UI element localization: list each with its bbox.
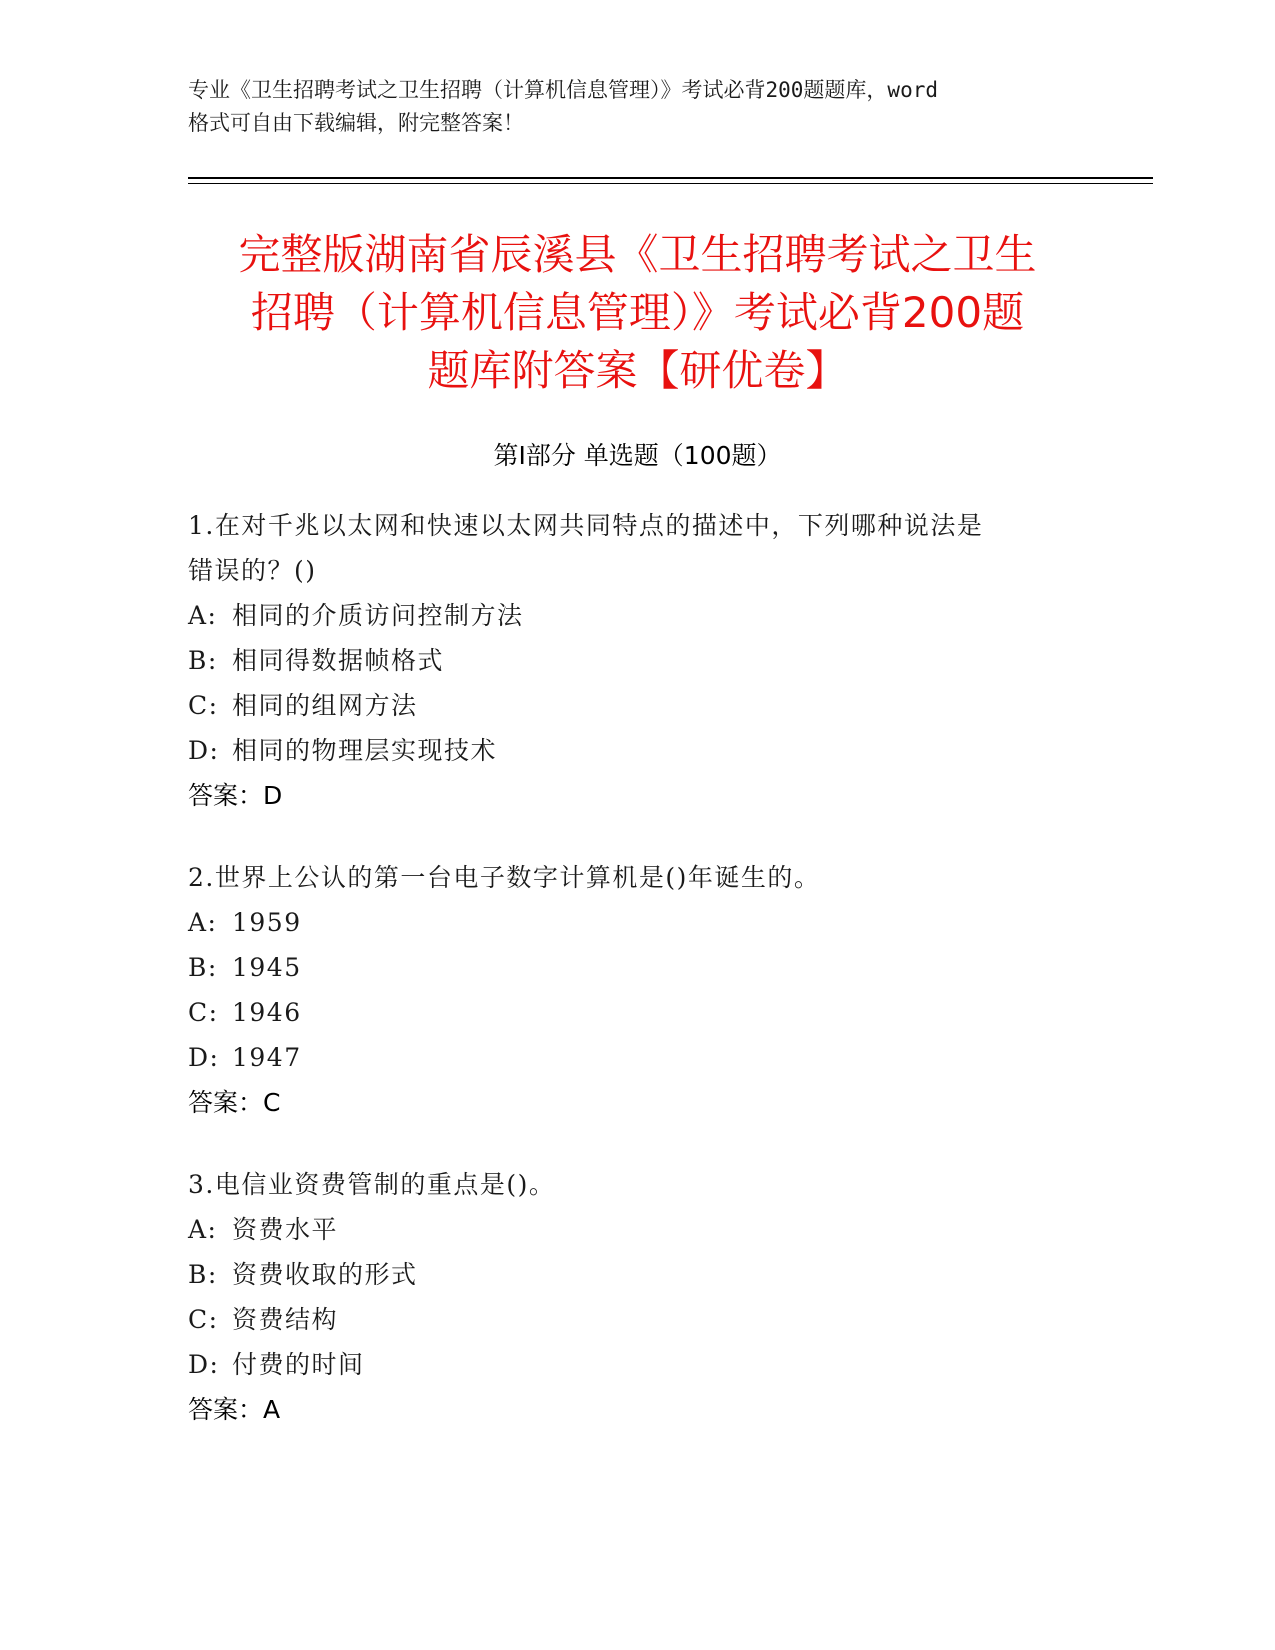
document-title (150, 226, 1125, 400)
answer: 答案：A (188, 1395, 281, 1424)
option-d (188, 1342, 1088, 1387)
option-label: D: (188, 736, 220, 765)
option-label: B: (188, 1260, 218, 1289)
question-1 (188, 503, 1088, 818)
document-title-line-3: 题库附答案【研优卷】 (427, 346, 848, 395)
question-stem: 2.世界上公认的第一台电子数字计算机是()年诞生的。 (188, 863, 821, 892)
option-label: C: (188, 998, 219, 1027)
option-b (188, 1252, 1088, 1297)
option-a (188, 593, 1088, 638)
option-label: A: (188, 1215, 218, 1244)
option-text: 相同的组网方法 (232, 691, 418, 720)
option-text: 相同的介质访问控制方法 (232, 601, 524, 630)
option-d (188, 1035, 1088, 1080)
question-3 (188, 1162, 1088, 1432)
option-text: 付费的时间 (232, 1350, 365, 1379)
option-text: 相同的物理层实现技术 (232, 736, 498, 765)
option-c (188, 990, 1088, 1035)
option-label: D: (188, 1043, 220, 1072)
header-note-line-1: 专业《卫生招聘考试之卫生招聘（计算机信息管理）》考试必背200题题库，word (188, 78, 938, 102)
question-stem-continued: 错误的？() (188, 556, 317, 585)
answer: 答案：C (188, 1088, 281, 1117)
option-label: B: (188, 646, 218, 675)
option-b (188, 945, 1088, 990)
option-label: B: (188, 953, 218, 982)
option-label: A: (188, 908, 218, 937)
option-text: 资费结构 (232, 1305, 339, 1334)
option-text: 1947 (232, 1043, 302, 1072)
option-text: 1946 (232, 998, 302, 1027)
option-text: 资费水平 (232, 1215, 339, 1244)
option-c (188, 1297, 1088, 1342)
document-title-line-1: 完整版湖南省辰溪县《卫生招聘考试之卫生 (238, 230, 1037, 279)
option-label: C: (188, 691, 219, 720)
option-text: 1959 (232, 908, 302, 937)
header-note-line-2: 格式可自由下载编辑，附完整答案！ (188, 111, 524, 135)
document-title-line-2: 招聘（计算机信息管理）》考试必背200题 (250, 288, 1025, 337)
option-label: D: (188, 1350, 220, 1379)
question-stem: 1.在对千兆以太网和快速以太网共同特点的描述中，下列哪种说法是 (188, 511, 984, 540)
option-label: A: (188, 601, 218, 630)
header-divider-thin (188, 183, 1153, 184)
section-heading: 第Ⅰ部分 单选题（100题） (493, 441, 782, 470)
option-a (188, 900, 1088, 945)
header-note (188, 74, 1088, 140)
option-text: 相同得数据帧格式 (232, 646, 445, 675)
question-stem: 3.电信业资费管制的重点是()。 (188, 1170, 556, 1199)
option-a (188, 1207, 1088, 1252)
question-2 (188, 855, 1088, 1125)
option-text: 资费收取的形式 (232, 1260, 418, 1289)
option-b (188, 638, 1088, 683)
option-text: 1945 (232, 953, 302, 982)
header-divider-thick (188, 177, 1153, 179)
answer: 答案：D (188, 781, 283, 810)
option-c (188, 683, 1088, 728)
option-label: C: (188, 1305, 219, 1334)
option-d (188, 728, 1088, 773)
